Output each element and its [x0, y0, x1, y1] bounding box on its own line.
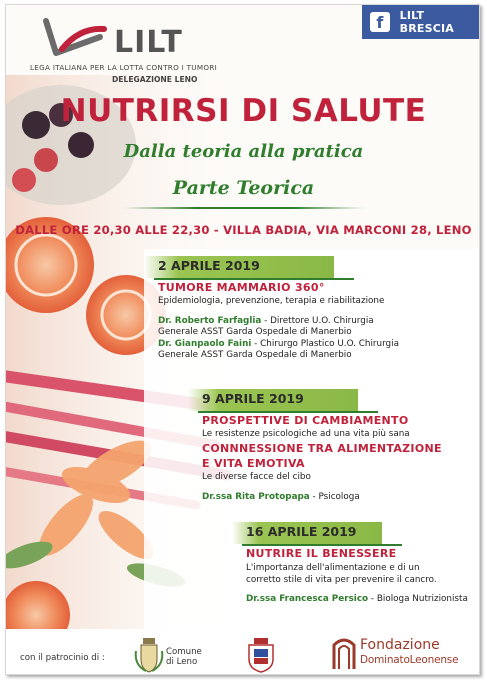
session-desc-3b: corretto stile di vita per prevenire il cancro. [246, 575, 437, 585]
session-date-3: 16 APRILE 2019 [232, 522, 382, 544]
session-topic-2b-cont: E VITA EMOTIVA [202, 457, 305, 470]
sponsor-footer [6, 629, 480, 675]
speaker-role-cont: Generale ASST Garda Ospedale di Manerbio [158, 350, 352, 360]
speaker-line-2 [158, 339, 399, 349]
comune-line-2: di Leno [166, 657, 198, 667]
session-topic-3: NUTRIRE IL BENESSERE [246, 547, 397, 560]
session-desc-2b: Le diverse facce del cibo [202, 472, 311, 482]
speaker-role-cont: Generale ASST Garda Ospedale di Manerbio [158, 327, 352, 337]
comune-label [166, 647, 202, 667]
facebook-label: LILT BRESCIA [399, 9, 454, 35]
speaker-role: - Chirurgo Plastico U.O. Chirurgia [251, 339, 399, 349]
session-topic-1: TUMORE MAMMARIO 360° [158, 281, 325, 294]
speaker-role: - Psicologa [309, 492, 360, 502]
logo-subtitle: LEGA ITALIANA PER LA LOTTA CONTRO I TUMORI [30, 63, 218, 72]
logo-delegation: DELEGAZIONE LENO [112, 75, 198, 84]
session-desc-1: Epidemiologia, prevenzione, terapia e riabilitazione [158, 296, 385, 306]
session-desc-3a: L'importanza dell'alimentazione e di un [246, 563, 420, 573]
patronage-label: con il patrocinio di : [20, 653, 105, 663]
poster-title: NUTRIRSI DI SALUTE [60, 93, 427, 129]
speaker-name: Dr.ssa Francesca Persico [246, 594, 369, 604]
speaker-name: Dr. Gianpaolo Faini [158, 339, 252, 349]
fondazione-name: Fondazione [360, 637, 440, 653]
fondazione-subname: DominatoLeonense [360, 654, 459, 666]
speaker-role: - Biologa Nutrizionista [368, 594, 468, 604]
session-desc-2a: Le resistenze psicologiche ad una vita più sana [202, 429, 410, 439]
lilt-logo-mark [40, 17, 110, 63]
speaker-line-4 [246, 594, 468, 604]
fondazione-logo-icon [332, 635, 356, 669]
speaker-name: Dr.ssa Rita Protopapa [202, 492, 310, 502]
event-poster [5, 4, 480, 675]
poster-subtitle: Dalla teoria alla pratica [123, 141, 364, 162]
part-heading: Parte Teorica [172, 177, 315, 199]
session-date-1: 2 APRILE 2019 [144, 256, 334, 278]
speaker-role: - Direttore U.O. Chirurgia [261, 316, 374, 326]
facebook-badge[interactable] [362, 5, 480, 39]
divider [124, 207, 364, 209]
lilt-logo [30, 13, 230, 93]
speaker-line-1 [158, 316, 374, 326]
session-topic-2b: CONNNESSIONE TRA ALIMENTAZIONE [202, 442, 442, 455]
logo-text: LILT [114, 25, 183, 60]
session-date-2: 9 APRILE 2019 [188, 389, 358, 411]
venue-info: DALLE ORE 20,30 ALLE 22,30 - VILLA BADIA, VIA MARCONI 28, LENO [15, 223, 472, 237]
province-crest-icon [244, 637, 278, 673]
session-topic-2a: PROSPETTIVE DI CAMBIAMENTO [202, 414, 409, 427]
comune-line-1: Comune [166, 647, 202, 657]
speaker-line-3 [202, 492, 360, 502]
facebook-icon: f [370, 12, 390, 32]
speaker-name: Dr. Roberto Farfaglia [158, 316, 262, 326]
comune-leno-crest-icon [134, 637, 164, 673]
